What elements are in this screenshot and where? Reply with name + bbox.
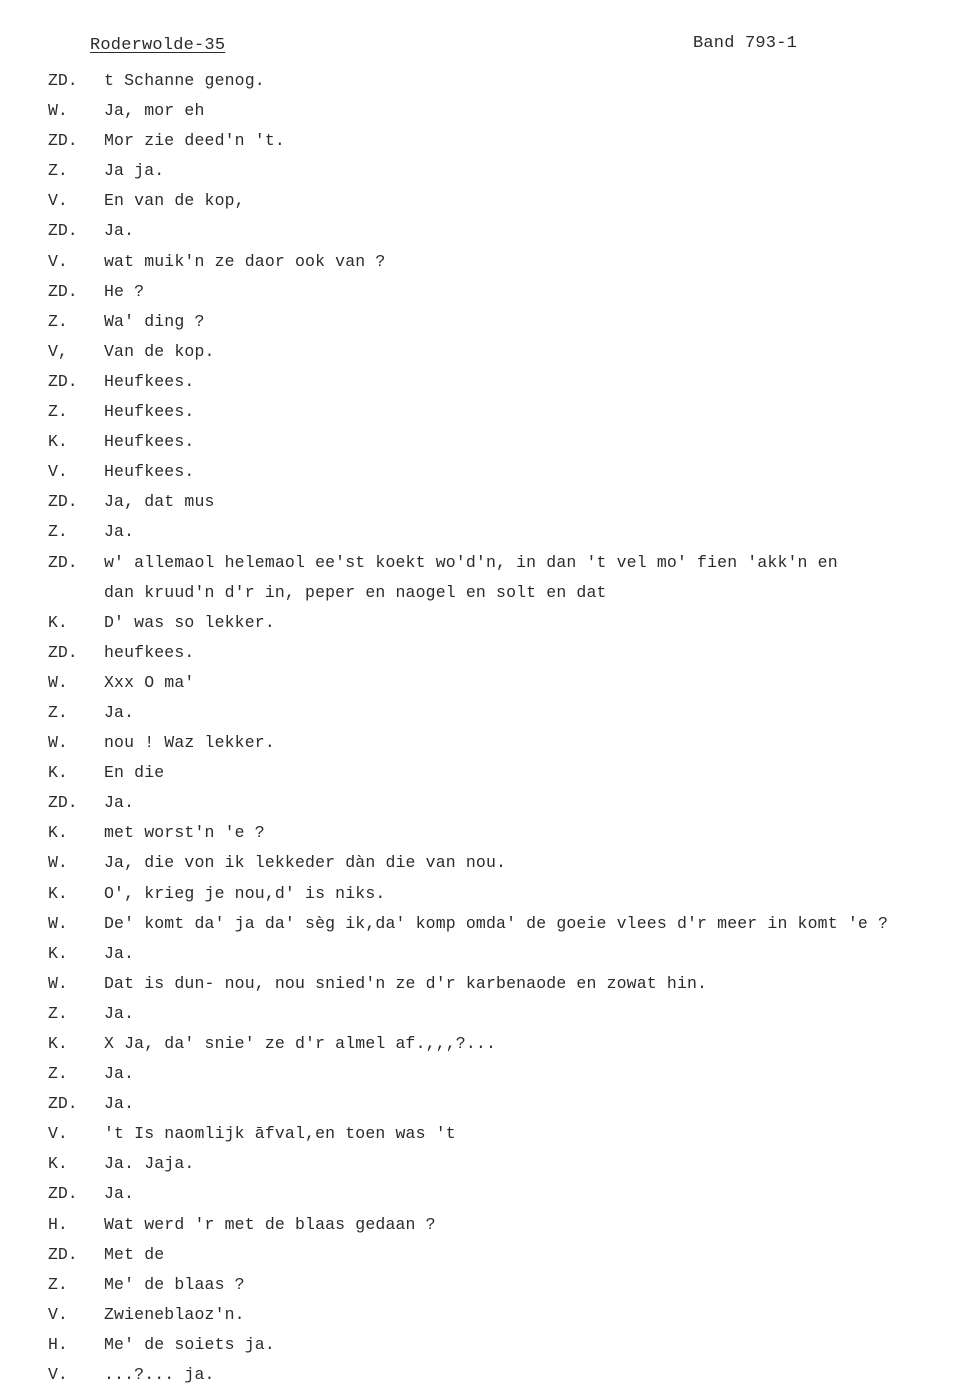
transcript-line: [0, 517, 973, 547]
utterance-text: Ja.: [104, 1094, 135, 1114]
speaker-label: W.: [48, 973, 68, 993]
transcript-line: [0, 1330, 973, 1360]
utterance-text: Ja.: [104, 1064, 135, 1084]
utterance-text: En die: [104, 763, 165, 783]
transcript-line: [0, 487, 973, 517]
utterance-text: Ja, mor eh: [104, 101, 205, 121]
utterance-text: Me' de blaas ?: [104, 1274, 245, 1294]
speaker-label: K.: [48, 763, 68, 783]
speaker-label: V.: [48, 1365, 68, 1385]
speaker-label: ZD.: [48, 371, 78, 391]
transcript-lines: [0, 66, 973, 1390]
speaker-label: H.: [48, 1334, 68, 1354]
transcript-line: [0, 728, 973, 758]
utterance-text: Mor zie deed'n 't.: [104, 131, 285, 151]
utterance-text: Ja.: [104, 1003, 135, 1023]
transcript-line: [0, 216, 973, 246]
speaker-label: ZD.: [48, 642, 78, 662]
utterance-text: nou ! Waz lekker.: [104, 733, 275, 753]
utterance-text: Ja.: [104, 522, 135, 542]
utterance-text: Heufkees.: [104, 371, 195, 391]
transcript-line: [0, 1089, 973, 1119]
speaker-label: V.: [48, 191, 68, 211]
speaker-label: W.: [48, 853, 68, 873]
transcript-line: [0, 999, 973, 1029]
speaker-label: K.: [48, 883, 68, 903]
speaker-label: K.: [48, 1154, 68, 1174]
utterance-text: En van de kop,: [104, 191, 245, 211]
utterance-text: Me' de soiets ja.: [104, 1334, 275, 1354]
transcript-line: [0, 939, 973, 969]
utterance-text: wat muik'n ze daor ook van ?: [104, 251, 386, 271]
speaker-label: Z.: [48, 1003, 68, 1023]
utterance-text: Met de: [104, 1244, 165, 1264]
utterance-text: Ja.: [104, 702, 135, 722]
transcript-line: [0, 879, 973, 909]
transcript-line: [0, 337, 973, 367]
transcript-line: [0, 277, 973, 307]
transcript-line: [0, 126, 973, 156]
transcript-line: [0, 1240, 973, 1270]
speaker-label: ZD.: [48, 793, 78, 813]
utterance-text: Dat is dun- nou, nou snied'n ze d'r karbenaode en zowat hin.: [104, 973, 708, 993]
transcript-line: [0, 367, 973, 397]
utterance-text: 't Is naomlijk āfval,en toen was 't: [104, 1124, 456, 1144]
speaker-label: W.: [48, 733, 68, 753]
transcript-line: [0, 1179, 973, 1209]
speaker-label: V,: [48, 341, 68, 361]
utterance-text: Ja.: [104, 943, 135, 963]
transcript-line: [0, 638, 973, 668]
transcript-line: [0, 548, 973, 578]
speaker-label: V.: [48, 462, 68, 482]
speaker-label: Z.: [48, 1064, 68, 1084]
utterance-text: Van de kop.: [104, 341, 215, 361]
speaker-label: Z.: [48, 1274, 68, 1294]
speaker-label: ZD.: [48, 71, 78, 90]
transcript-line: [0, 186, 973, 216]
speaker-label: W.: [48, 101, 68, 121]
utterance-text: Wat werd 'r met de blaas gedaan ?: [104, 1214, 436, 1234]
utterance-text: D' was so lekker.: [104, 612, 275, 632]
speaker-label: ZD.: [48, 552, 78, 572]
speaker-label: Z.: [48, 161, 68, 181]
speaker-label: Z.: [48, 522, 68, 542]
transcript-line: [0, 758, 973, 788]
speaker-label: Z.: [48, 311, 68, 331]
transcript-line: [0, 578, 973, 608]
transcript-line: [0, 1360, 973, 1390]
transcript-line: [0, 788, 973, 818]
utterance-text: t Schanne genog.: [104, 71, 265, 90]
utterance-text: O', krieg je nou,d' is niks.: [104, 883, 386, 903]
transcript-line: [0, 608, 973, 638]
speaker-label: V.: [48, 251, 68, 271]
speaker-label: ZD.: [48, 281, 78, 301]
utterance-text: Heufkees.: [104, 462, 195, 482]
transcript-line: [0, 1300, 973, 1330]
transcript-line: [0, 156, 973, 186]
document-title: Roderwolde-35: [90, 36, 226, 55]
speaker-label: ZD.: [48, 1094, 78, 1114]
transcript-line: [0, 1149, 973, 1179]
utterance-text: Ja ja.: [104, 161, 165, 181]
transcript-line: [0, 96, 973, 126]
speaker-label: ZD.: [48, 131, 78, 151]
utterance-text: w' allemaol helemaol ee'st koekt wo'd'n, in dan 't vel mo' fien 'akk'n en: [104, 552, 838, 572]
speaker-label: ZD.: [48, 492, 78, 512]
utterance-text: dan kruud'n d'r in, peper en naogel en solt en dat: [104, 582, 607, 602]
speaker-label: K.: [48, 823, 68, 843]
transcript-line: [0, 818, 973, 848]
utterance-text: met worst'n 'e ?: [104, 823, 265, 843]
speaker-label: K.: [48, 943, 68, 963]
speaker-label: Z.: [48, 402, 68, 422]
utterance-text: Ja, die von ik lekkeder dàn die van nou.: [104, 853, 507, 873]
transcript-line: [0, 397, 973, 427]
transcript-line: [0, 969, 973, 999]
transcript-line: [0, 1119, 973, 1149]
utterance-text: Ja, dat mus: [104, 492, 215, 512]
speaker-label: K.: [48, 1034, 68, 1053]
transcript-line: [0, 909, 973, 939]
speaker-label: W.: [48, 672, 68, 692]
speaker-label: ZD.: [48, 1184, 78, 1204]
speaker-label: V.: [48, 1304, 68, 1324]
transcript-line: [0, 1270, 973, 1300]
transcript-line: [0, 848, 973, 878]
speaker-label: Z.: [48, 702, 68, 722]
transcript-line: [0, 1029, 973, 1059]
utterance-text: Zwieneblaoz'n.: [104, 1304, 245, 1324]
speaker-label: V.: [48, 1124, 68, 1144]
transcript-line: [0, 427, 973, 457]
speaker-label: K.: [48, 432, 68, 452]
tape-number: Band 793-1: [693, 34, 798, 53]
transcript-line: [0, 457, 973, 487]
speaker-label: W.: [48, 913, 68, 933]
transcript-line: [0, 66, 973, 96]
utterance-text: Wa' ding ?: [104, 311, 205, 331]
speaker-label: ZD.: [48, 221, 78, 241]
utterance-text: Ja.: [104, 221, 135, 241]
speaker-label: H.: [48, 1214, 68, 1234]
utterance-text: heufkees.: [104, 642, 195, 662]
utterance-text: Heufkees.: [104, 402, 195, 422]
transcript-line: [0, 247, 973, 277]
transcript-line: [0, 698, 973, 728]
transcript-line: [0, 307, 973, 337]
transcript-line: [0, 668, 973, 698]
speaker-label: ZD.: [48, 1244, 78, 1264]
utterance-text: He ?: [104, 281, 145, 301]
utterance-text: ...?... ja.: [104, 1365, 215, 1385]
utterance-text: Heufkees.: [104, 432, 195, 452]
utterance-text: Ja. Jaja.: [104, 1154, 195, 1174]
speaker-label: K.: [48, 612, 68, 632]
utterance-text: Ja.: [104, 1184, 135, 1204]
utterance-text: Xxx O ma': [104, 672, 195, 692]
utterance-text: X Ja, da' snie' ze d'r almel af.,,,?...: [104, 1034, 497, 1053]
transcript-line: [0, 1210, 973, 1240]
utterance-text: Ja.: [104, 793, 135, 813]
utterance-text: De' komt da' ja da' sèg ik,da' komp omda' de goeie vlees d'r meer in komt 'e ?: [104, 913, 889, 933]
transcript-line: [0, 1059, 973, 1089]
